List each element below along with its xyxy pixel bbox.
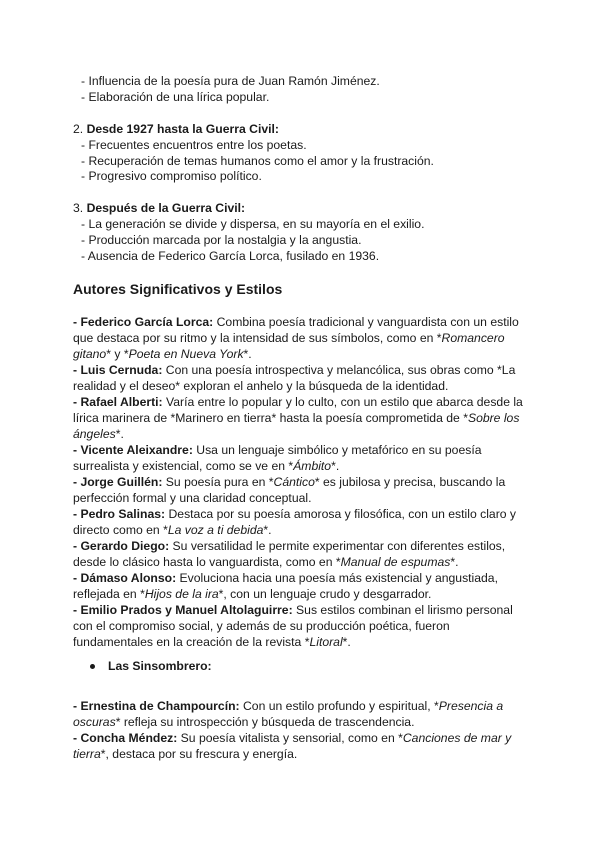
author-aleixandre-text-1: Usa un lenguaje simbólico y metafórico en su poesía xyxy=(196,443,482,457)
author-salinas-name: - Pedro Salinas: xyxy=(73,507,166,521)
author-salinas-line-2 xyxy=(73,522,272,538)
period2-item-3: - Progresivo compromiso político. xyxy=(81,169,262,183)
sinsombrero-heading: Las Sinsombrero: xyxy=(108,659,212,673)
author-prados-name: - Emilio Prados y Manuel Altolaguirre: xyxy=(73,603,293,617)
author-aleixandre-end: *. xyxy=(331,459,340,473)
author-salinas-text-1: Destaca por su poesía amorosa y filosófica, con un estilo claro y xyxy=(168,507,517,521)
author-alonso-work: Hijos de la ira xyxy=(144,587,219,601)
author-aleixandre-name: - Vicente Aleixandre: xyxy=(73,443,193,457)
author-diego-end: *. xyxy=(450,555,459,569)
author-alberti-line-3 xyxy=(73,426,124,442)
author-salinas-line-1 xyxy=(73,506,516,522)
author-mendez-text-1: Su poesía vitalista y sensorial, como en * xyxy=(180,731,403,745)
author-diego-line-2 xyxy=(73,554,459,570)
author-alberti-work-b: ángeles xyxy=(73,427,116,441)
period2-item-1: - Frecuentes encuentros entre los poetas. xyxy=(81,138,307,152)
period3-item-2: - Producción marcada por la nostalgia y la angustia. xyxy=(81,233,362,247)
author-alonso-text-2: reflejada en * xyxy=(73,587,145,601)
author-lorca-work-2: Poeta en Nueva York xyxy=(128,347,244,361)
author-lorca-end: *. xyxy=(243,347,252,361)
author-mendez-work-a: Canciones de mar y xyxy=(402,731,512,745)
period1-item-1: - Influencia de la poesía pura de Juan Ramón Jiménez. xyxy=(81,74,380,88)
author-lorca-text-2: que destaca por su ritmo y la intensidad de sus símbolos, como en * xyxy=(73,331,442,345)
author-prados-end: *. xyxy=(342,635,351,649)
author-mendez-name: - Concha Méndez: xyxy=(73,731,178,745)
author-aleixandre-line-1 xyxy=(73,442,482,458)
author-diego-work: Manual de espumas xyxy=(340,555,451,569)
author-guillen-text-1b: * es jubilosa y precisa, buscando la xyxy=(314,475,506,489)
period3-item-1: - La generación se divide y dispersa, en su mayoría en el exilio. xyxy=(81,217,425,231)
author-lorca-name: - Federico García Lorca: xyxy=(73,315,214,329)
author-champourcin-work-b: oscuras xyxy=(73,715,116,729)
author-prados-text-3: fundamentales en la creación de la revista * xyxy=(73,635,310,649)
author-diego-text-2: desde lo clásico hasta lo vanguardista, como en * xyxy=(73,555,341,569)
author-diego-text-1: Su versatilidad le permite experimentar con diferentes estilos, xyxy=(172,539,506,553)
author-salinas-end: *. xyxy=(263,523,272,537)
author-lorca-line-1 xyxy=(73,314,519,330)
author-diego-name: - Gerardo Diego: xyxy=(73,539,170,553)
period3-number: 3. xyxy=(73,201,84,215)
author-aleixandre-work: Ámbito xyxy=(293,459,332,473)
period2-number: 2. xyxy=(73,122,84,136)
author-guillen-line-1 xyxy=(73,474,505,490)
period3-item-3: - Ausencia de Federico García Lorca, fusilado en 1936. xyxy=(81,249,380,263)
author-alberti-text-1: Varía entre lo popular y lo culto, con un estilo que abarca desde la xyxy=(166,395,523,409)
author-prados-text-1: Sus estilos combinan el lirismo personal xyxy=(296,603,513,617)
author-champourcin-work-a: Presencia a xyxy=(438,699,504,713)
author-lorca-line-3 xyxy=(73,346,252,362)
author-cernuda-name: - Luis Cernuda: xyxy=(73,363,163,377)
period2-title: Desde 1927 hasta la Guerra Civil: xyxy=(86,122,279,136)
author-alonso-text-1: Evoluciona hacia una poesía más existencial y angustiada, xyxy=(179,571,498,585)
author-alonso-line-2 xyxy=(73,586,431,602)
author-lorca-text-1: Combina poesía tradicional y vanguardista con un estilo xyxy=(216,315,519,329)
author-salinas-text-2: directo como en * xyxy=(73,523,168,537)
period2-heading xyxy=(73,121,279,137)
period2-item-2: - Recuperación de temas humanos como el amor y la frustración. xyxy=(81,154,434,168)
author-guillen-name: - Jorge Guillén: xyxy=(73,475,163,489)
author-diego-line-1 xyxy=(73,538,505,554)
author-mendez-work-b: tierra xyxy=(73,747,101,761)
author-alberti-end: *. xyxy=(115,427,124,441)
author-alberti-text-2: lírica marinera de *Marinero en tierra* hasta la poesía comprometida de * xyxy=(73,411,468,425)
author-champourcin-line-1 xyxy=(73,698,503,714)
authors-heading: Autores Significativos y Estilos xyxy=(73,281,283,297)
author-aleixandre-line-2 xyxy=(73,458,339,474)
author-champourcin-text-2: * refleja su introspección y búsqueda de trascendencia. xyxy=(115,715,415,729)
author-lorca-sep: * y * xyxy=(106,347,129,361)
period3-heading xyxy=(73,200,245,216)
author-champourcin-text-1: Con un estilo profundo y espiritual, * xyxy=(242,699,439,713)
period1-item-2: - Elaboración de una lírica popular. xyxy=(81,90,270,104)
period3-title: Después de la Guerra Civil: xyxy=(86,201,246,215)
author-alberti-line-1 xyxy=(73,394,523,410)
author-alonso-end: *, con un lenguaje crudo y desgarrador. xyxy=(218,587,432,601)
bullet-icon xyxy=(90,664,95,669)
author-champourcin-name: - Ernestina de Champourcín: xyxy=(73,699,240,713)
author-guillen-work: Cántico xyxy=(273,475,315,489)
author-prados-line-3 xyxy=(73,634,351,650)
author-lorca-line-2 xyxy=(73,330,505,346)
author-champourcin-line-2 xyxy=(73,714,414,730)
author-guillen-text-1: Su poesía pura en * xyxy=(165,475,274,489)
author-alberti-name: - Rafael Alberti: xyxy=(73,395,163,409)
author-alonso-line-1 xyxy=(73,570,498,586)
author-mendez-line-1 xyxy=(73,730,511,746)
author-mendez-line-2 xyxy=(73,746,297,762)
author-salinas-work: La voz a ti debida xyxy=(167,523,264,537)
author-prados-work: Litoral xyxy=(309,635,343,649)
author-lorca-work-1a: Romancero xyxy=(441,331,505,345)
author-cernuda-line-1 xyxy=(73,362,515,378)
author-cernuda-text-1: Con una poesía introspectiva y melancólica, sus obras como *La xyxy=(165,363,516,377)
author-alonso-name: - Dámaso Alonso: xyxy=(73,571,177,585)
author-alberti-line-2 xyxy=(73,410,519,426)
author-prados-line-2: con el compromiso social, y además de su producción poética, fueron xyxy=(73,619,450,633)
author-prados-line-1 xyxy=(73,602,513,618)
author-lorca-work-1b: gitano xyxy=(73,347,107,361)
author-mendez-text-2: *, destaca por su frescura y energía. xyxy=(100,747,298,761)
author-alberti-work-a: Sobre los xyxy=(467,411,520,425)
author-cernuda-line-2: realidad y el deseo* exploran el anhelo y la búsqueda de la identidad. xyxy=(73,379,449,393)
author-aleixandre-text-2: surrealista y existencial, como se ve en * xyxy=(73,459,294,473)
author-guillen-line-2: perfección formal y una claridad conceptual. xyxy=(73,491,312,505)
